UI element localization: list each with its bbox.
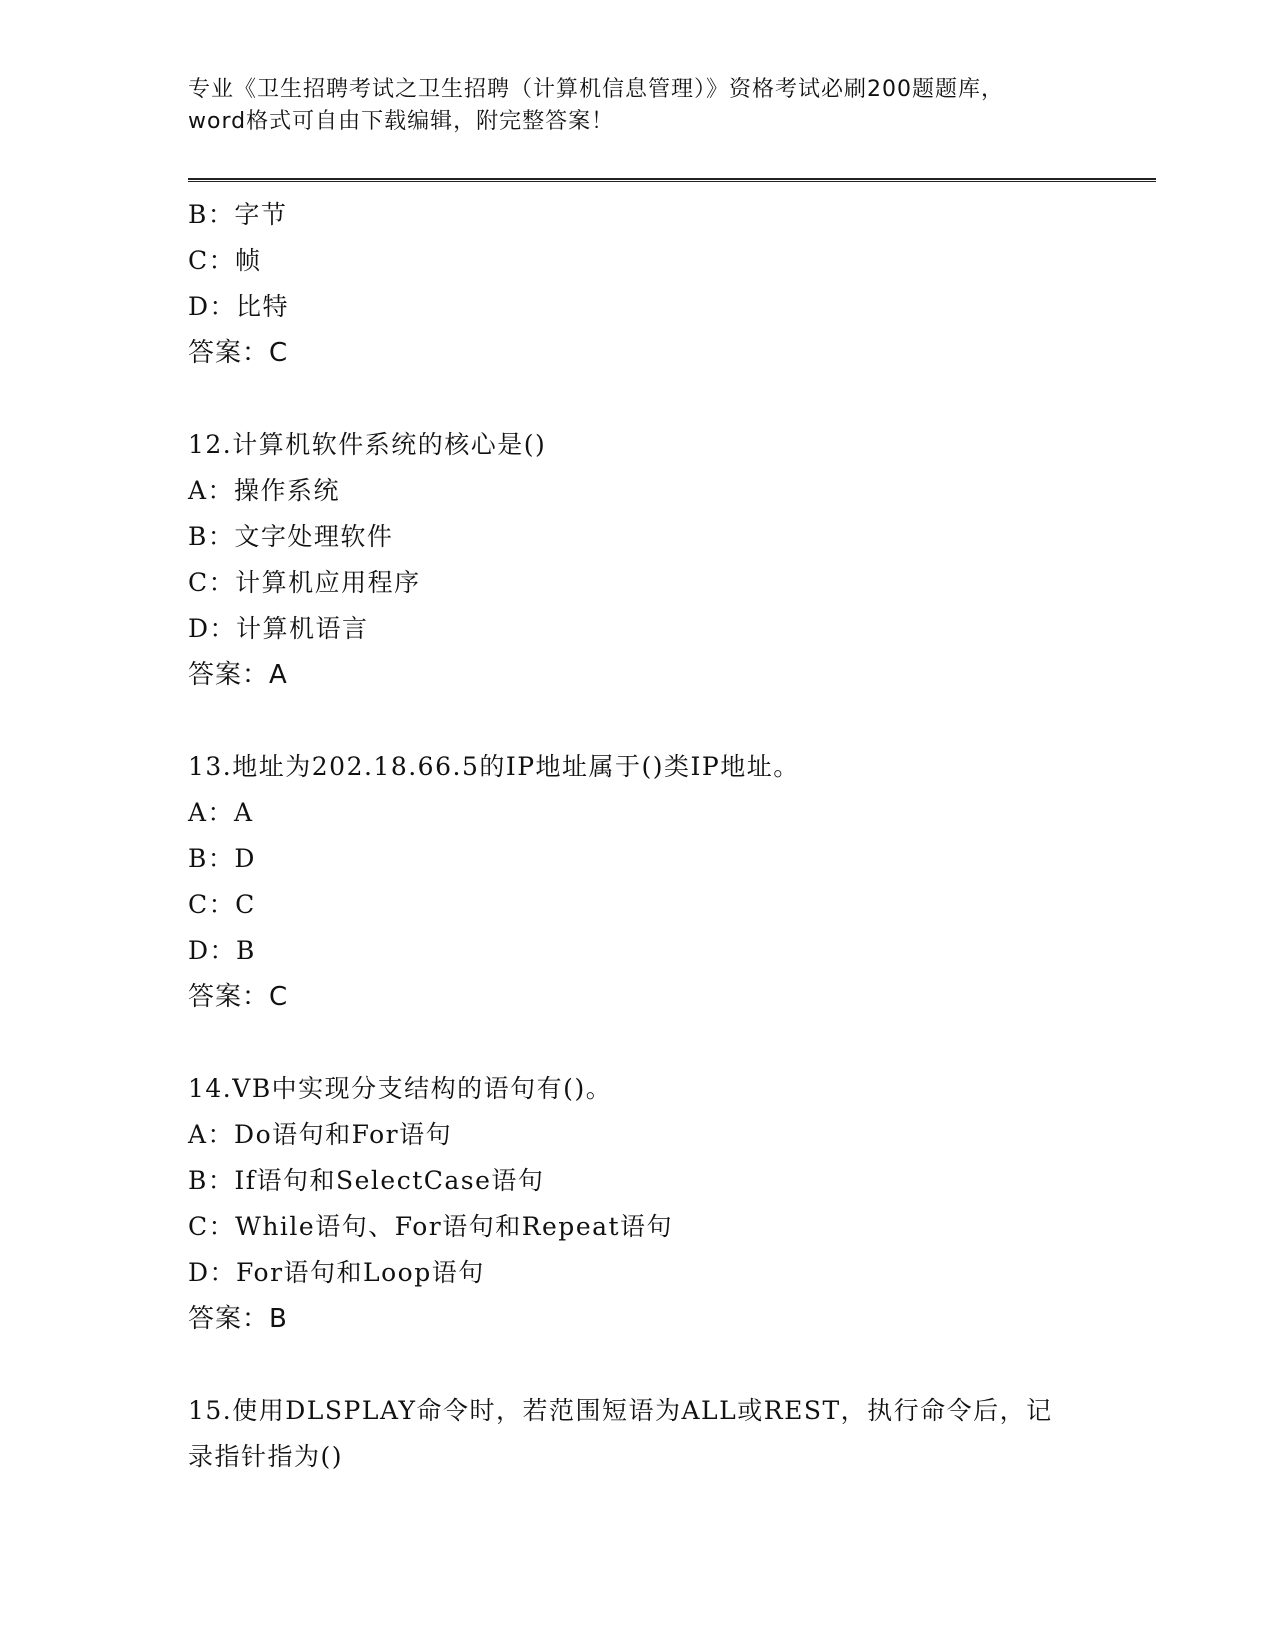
option-c: C：计算机应用程序 bbox=[188, 568, 421, 597]
question-13 bbox=[188, 744, 1088, 1020]
option-c: C：C bbox=[188, 890, 256, 919]
option-b: B：If语句和SelectCase语句 bbox=[188, 1166, 545, 1195]
question-text: 14.VB中实现分支结构的语句有()。 bbox=[188, 1074, 613, 1103]
option-b: B：文字处理软件 bbox=[188, 522, 394, 551]
option-a: A：A bbox=[188, 798, 254, 827]
question-text-line-1: 15.使用DLSPLAY命令时，若范围短语为ALL或REST，执行命令后，记 bbox=[188, 1396, 1053, 1425]
question-11 bbox=[188, 192, 1088, 376]
option-c: C：While语句、For语句和Repeat语句 bbox=[188, 1212, 674, 1241]
option-a: A：操作系统 bbox=[188, 476, 341, 505]
option-d: D：比特 bbox=[188, 292, 290, 321]
question-spacer bbox=[188, 1020, 1088, 1066]
document-header bbox=[188, 74, 1088, 138]
question-spacer bbox=[188, 1342, 1088, 1388]
question-15 bbox=[188, 1388, 1088, 1480]
question-text: 13.地址为202.18.66.5的IP地址属于()类IP地址。 bbox=[188, 752, 800, 781]
option-d: D：计算机语言 bbox=[188, 614, 369, 643]
option-b: B：字节 bbox=[188, 200, 288, 229]
answer: 答案：C bbox=[188, 338, 289, 368]
option-b: B：D bbox=[188, 844, 256, 873]
answer: 答案：B bbox=[188, 1304, 288, 1334]
question-text-line-2: 录指针指为() bbox=[188, 1442, 344, 1471]
question-14 bbox=[188, 1066, 1088, 1342]
question-text: 12.计算机软件系统的核心是() bbox=[188, 430, 547, 459]
option-d: D：B bbox=[188, 936, 256, 965]
question-12 bbox=[188, 422, 1088, 698]
option-a: A：Do语句和For语句 bbox=[188, 1120, 453, 1149]
option-d: D：For语句和Loop语句 bbox=[188, 1258, 485, 1287]
header-title-line-2: word格式可自由下载编辑，附完整答案！ bbox=[188, 109, 615, 134]
header-divider bbox=[188, 178, 1156, 182]
answer: 答案：C bbox=[188, 982, 289, 1012]
question-spacer bbox=[188, 698, 1088, 744]
option-c: C：帧 bbox=[188, 246, 262, 275]
question-spacer bbox=[188, 376, 1088, 422]
answer: 答案：A bbox=[188, 660, 288, 690]
header-title-line-1: 专业《卫生招聘考试之卫生招聘（计算机信息管理）》资格考试必刷200题题库， bbox=[188, 77, 1004, 102]
question-list bbox=[188, 192, 1088, 1480]
